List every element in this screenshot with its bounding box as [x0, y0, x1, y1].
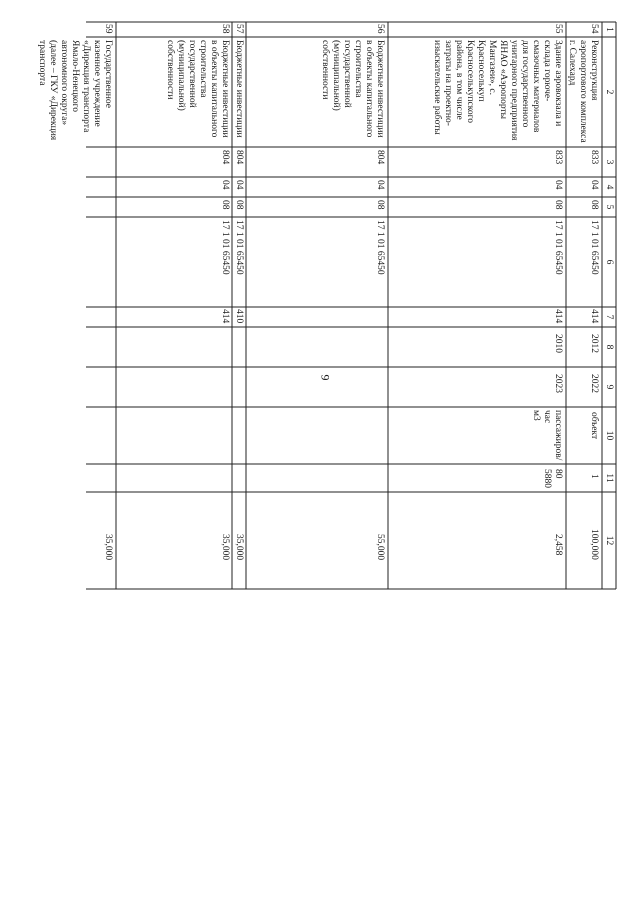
- row-start-year: 2010: [553, 334, 563, 353]
- header-col-10: 10: [604, 430, 614, 441]
- row-number: 59: [103, 24, 113, 34]
- row-name: Государственное казенное учреждение «Дирекция транспорта Ямало-Ненецкого автономного округа» (далее – ГКУ «Дирекция транспорта: [37, 40, 113, 141]
- row-end-year: 2022: [589, 374, 599, 393]
- row-name: Бюджетные инвестиции: [234, 40, 244, 138]
- row-amount: 2,458: [553, 534, 563, 556]
- row-code: 833: [589, 150, 599, 165]
- header-col-11: 11: [604, 473, 614, 483]
- row-end-year: 2023: [553, 374, 563, 393]
- header-col-9: 9: [604, 384, 614, 390]
- row-number: 58: [220, 24, 230, 34]
- row-number: 57: [234, 24, 244, 34]
- row-name: Здание аэровокзала и склада горюче-смазочных материалов для государственного унитарного предприятия ЯНАО «Аэропорты Мангазеи», с. Красноселькуп Красноселькупского района, в том числе затраты на проектно-изыскательские работы: [432, 40, 563, 141]
- row-target: 17 1 01 65450: [589, 220, 599, 275]
- row-type: 414: [220, 309, 230, 324]
- row-subsection: 08: [589, 200, 599, 210]
- row-target: 17 1 01 65450: [220, 220, 230, 275]
- header-col-4: 4: [604, 184, 614, 190]
- row-target: 17 1 01 65450: [553, 220, 563, 275]
- row-code: 804: [220, 150, 230, 165]
- row-capacity: 1: [589, 474, 599, 479]
- row-section: 04: [553, 180, 563, 190]
- row-subsection: 08: [375, 200, 385, 210]
- row-name: Бюджетные инвестиции в объекты капитального строительства государственной (муниципальной) собственности: [320, 40, 385, 138]
- row-section: 04: [220, 180, 230, 190]
- row-name: Бюджетные инвестиции в объекты капитального строительства государственной (муниципальной) собственности: [165, 40, 230, 138]
- row-type: 414: [553, 309, 563, 324]
- row-capacity: 80 5880: [542, 469, 563, 488]
- row-code: 833: [553, 150, 563, 165]
- row-number: 55: [553, 24, 563, 34]
- row-amount: 35,000: [234, 534, 244, 561]
- header-col-6: 6: [604, 259, 614, 265]
- header-col-3: 3: [604, 159, 614, 165]
- header-col-12: 12: [604, 535, 614, 546]
- row-amount: 55,000: [375, 534, 385, 561]
- row-number: 56: [375, 24, 385, 34]
- row-subsection: 08: [553, 200, 563, 210]
- row-amount: 35,000: [103, 534, 113, 561]
- row-target: 17 1 01 65450: [234, 220, 244, 275]
- data-table: [37, 14, 626, 594]
- row-number: 54: [589, 24, 599, 34]
- header-col-2: 2: [604, 89, 614, 95]
- row-section: 04: [234, 180, 244, 190]
- page-number: 9: [318, 374, 333, 381]
- row-unit: пассажиров/ час м3: [531, 410, 563, 461]
- row-subsection: 08: [220, 200, 230, 210]
- header-col-7: 7: [604, 314, 614, 320]
- header-col-1: 1: [604, 27, 614, 32]
- row-amount: 100,000: [589, 529, 599, 560]
- row-type: 414: [589, 309, 599, 324]
- header-col-8: 8: [604, 344, 614, 350]
- row-section: 04: [589, 180, 599, 190]
- row-amount: 35,000: [220, 534, 230, 561]
- rotated-page-area: [37, 14, 626, 594]
- header-col-5: 5: [604, 204, 614, 210]
- row-subsection: 08: [234, 200, 244, 210]
- row-section: 04: [375, 180, 385, 190]
- row-start-year: 2012: [589, 334, 599, 353]
- row-code: 804: [375, 150, 385, 165]
- row-code: 804: [234, 150, 244, 165]
- row-unit: объект: [589, 412, 599, 440]
- row-target: 17 1 01 65450: [375, 220, 385, 275]
- row-name: Реконструкция аэропортового комплекса г. Салехард: [567, 40, 599, 143]
- row-type: 410: [234, 309, 244, 324]
